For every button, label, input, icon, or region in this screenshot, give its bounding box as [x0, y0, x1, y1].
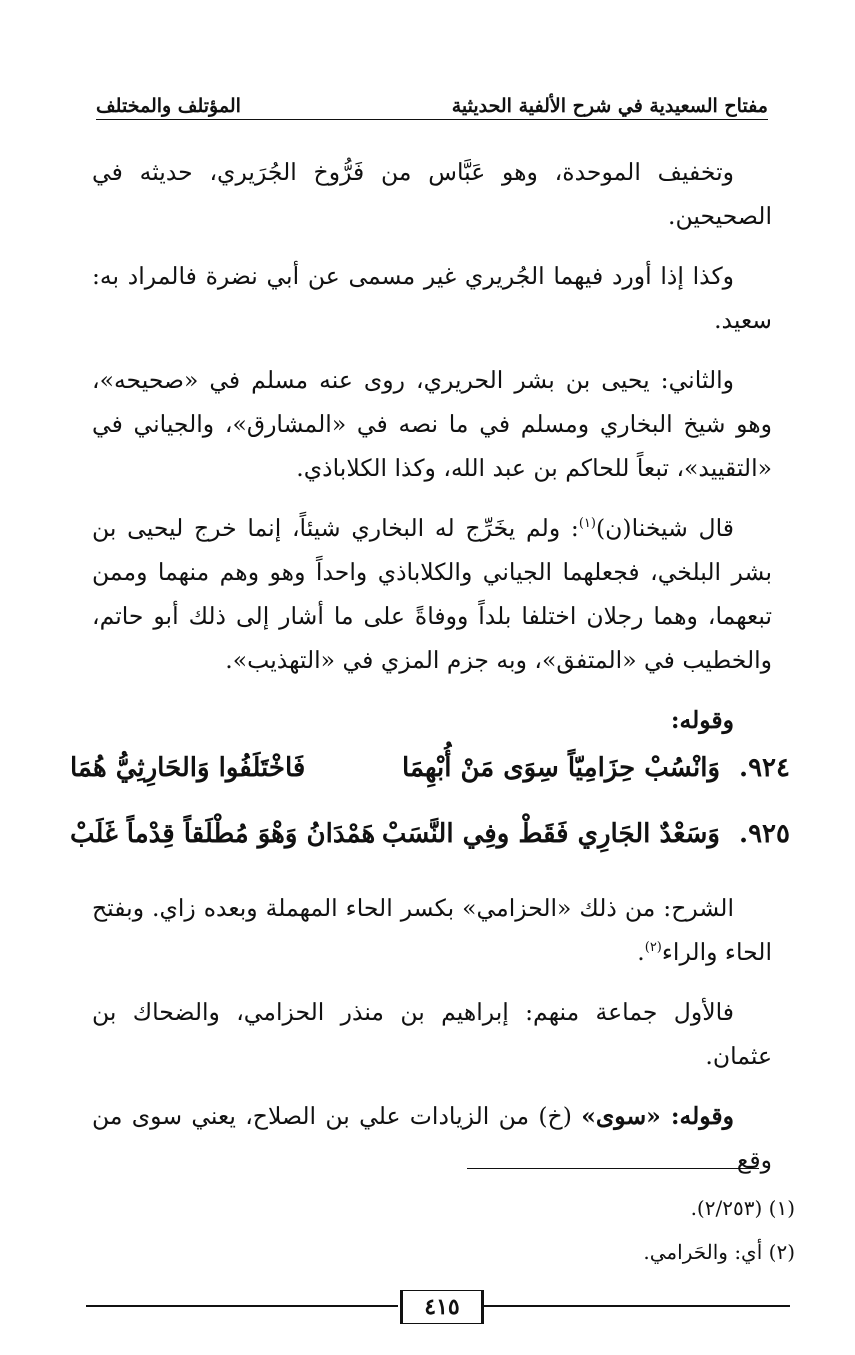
footnote-separator [467, 1168, 759, 1169]
paragraph-3: والثاني: يحيى بن بشر الحريري، روى عنه مسلم في «صحيحه»، وهو شيخ البخاري ومسلم في ما نصه في «المشارق»، والجياني في «التقييد»، تبعاً للحاكم بن عبد الله، وكذا الكلاباذي. [92, 366, 772, 482]
main-text [92, 150, 772, 742]
verse-number: ٩٢٥. [739, 819, 790, 849]
footnote-ref-1: (١) [578, 516, 596, 532]
verse-second-hemistich: هَمْدَانُ وَهْوَ مُطْلَقاً قِدْماً غَلَبْ [70, 819, 376, 849]
paragraph-6 [92, 886, 772, 974]
verse-925 [70, 812, 790, 856]
paragraph-1: وتخفيف الموحدة، وهو عَبَّاس من فَرُّوخ الجُرَيري، حديثه في الصحيحين. [92, 158, 772, 230]
verse-number: ٩٢٤. [739, 753, 790, 783]
footer-rule-right [484, 1305, 790, 1307]
paragraph-2: وكذا إذا أورد فيهما الجُريري غير مسمى عن أبي نضرة فالمراد به: سعيد. [92, 262, 772, 334]
running-header [96, 92, 768, 126]
paragraph-6-end: . [637, 938, 645, 966]
footnote-ref-2: (٢) [644, 940, 662, 956]
verse-first-hemistich: وَسَعْدٌ الجَارِي فَقَطْ وفِي النَّسَبْ [381, 819, 720, 849]
footnote-2: (٢) أي: والحَرامي. [643, 1240, 795, 1264]
paragraph-4-text: : ولم يخَرِّج له البخاري شيئاً، إنما خرج ليحيى بن بشر البلخي، فجعلهما الجياني والكلاباذي واحداً وهو وهم منهما وممن تبعهما، وهما رجلان اختلفا بلداً ووفاةً على ما أشار إلى ذلك أبو حاتم، والخطيب في «المتفق»، وبه جزم المزي في «التهذيب». [92, 514, 772, 674]
verse-second-hemistich: فَاخْتَلَفُوا وَالحَارِثِيُّ هُمَا [70, 753, 306, 783]
verse-first-hemistich: وَانْسُبْ حِزَامِيّاً سِوَى مَنْ أُبْهِمَا [402, 753, 720, 783]
header-rule [96, 119, 768, 120]
book-title: مفتاح السعيدية في شرح الألفية الحديثية [444, 94, 768, 118]
paragraph-6-text: الشرح: من ذلك «الحزامي» بكسر الحاء المهملة وبعده زاي. وبفتح الحاء والراء [92, 894, 772, 966]
page-number: ٤١٥ [400, 1290, 484, 1324]
footer-rule-left [86, 1305, 398, 1307]
footnote-1: (١) (٢/٢٥٣). [690, 1196, 795, 1220]
verse-intro: وقوله: [670, 706, 734, 734]
section-title: المؤتلف والمختلف [96, 94, 249, 118]
verse-block [70, 746, 790, 878]
footnotes [95, 1186, 795, 1274]
paragraph-7: فالأول جماعة منهم: إبراهيم بن منذر الحزامي، والضحاك بن عثمان. [92, 998, 772, 1070]
verse-924 [70, 746, 790, 790]
commentary-text [92, 886, 772, 1182]
paragraph-8-text: (خ) من الزيادات علي بن الصلاح، يعني سوى من وقع [92, 1102, 772, 1174]
paragraph-8-label: وقوله: «سوى» [581, 1102, 735, 1130]
paragraph-4-lead: قال شيخنا(ن) [595, 514, 734, 542]
paragraph-4 [92, 506, 772, 682]
